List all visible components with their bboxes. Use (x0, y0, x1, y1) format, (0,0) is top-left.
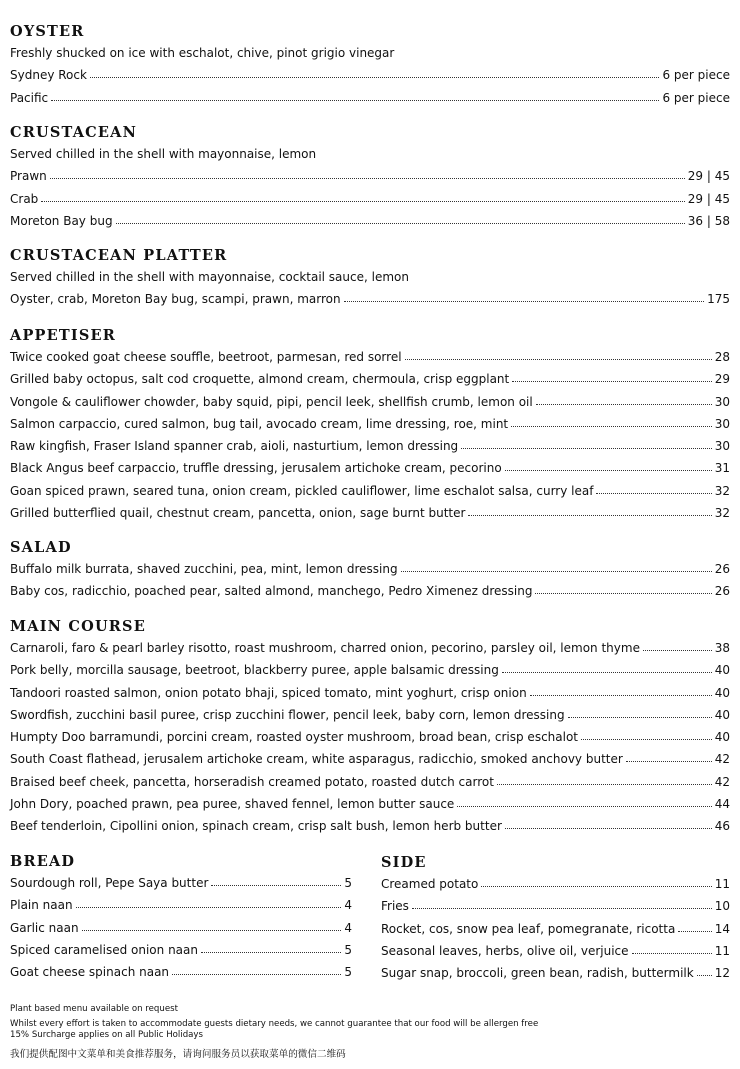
crustacean-platter-section (10, 246, 730, 311)
menu-item-price: 26 (714, 584, 730, 599)
menu-item-price: 12 (714, 966, 730, 981)
menu-item-price: 42 (714, 752, 730, 767)
menu-item-price: 6 per piece (662, 68, 730, 83)
menu-item-row (10, 659, 730, 681)
dotted-leader (511, 426, 712, 427)
menu-item-row (10, 917, 352, 939)
menu-item-name: Pork belly, morcilla sausage, beetroot, blackberry puree, apple balsamic dressing (10, 663, 499, 678)
dotted-leader (50, 178, 685, 179)
menu-item-row (10, 682, 730, 704)
menu-item-name: Grilled butterflied quail, chestnut cream, pancetta, onion, sage burnt butter (10, 506, 466, 521)
surcharge-note: 15% Surcharge applies on all Public Holidays (10, 1030, 203, 1040)
dotted-leader (51, 100, 659, 101)
menu-item-price: 4 (344, 898, 352, 913)
menu-item-name: Vongole & cauliflower chowder, baby squid, pipi, pencil leek, shellfish crumb, lemon oil (10, 394, 533, 409)
dotted-leader (172, 974, 341, 975)
dotted-leader (643, 650, 712, 651)
menu-item-price: 32 (714, 506, 730, 521)
dotted-leader (211, 885, 341, 886)
side-section (381, 853, 730, 984)
main-course-section (10, 617, 730, 838)
menu-item-name: Raw kingfish, Fraser Island spanner crab, aioli, nasturtium, lemon dressing (10, 439, 459, 454)
menu-item-price: 40 (714, 685, 730, 700)
menu-item-row (10, 188, 730, 210)
menu-item-row (10, 346, 730, 368)
section-description: Served chilled in the shell with mayonnaise, lemon (10, 147, 317, 161)
menu-item-price: 14 (714, 921, 730, 936)
dotted-leader (626, 761, 712, 762)
dotted-leader (596, 493, 711, 494)
menu-item-row (10, 704, 730, 726)
chinese-menu-note: 我们提供配图中文菜单和美食推荐服务，请询问服务员以获取菜单的微信二维码 (10, 1048, 346, 1060)
menu-item-price: 38 (714, 641, 730, 655)
menu-item-row (10, 771, 730, 793)
dotted-leader (497, 784, 712, 785)
menu-item-name: John Dory, poached prawn, pea puree, shaved fennel, lemon butter sauce (10, 797, 455, 812)
menu-item-price: 40 (714, 730, 730, 745)
menu-item-row (10, 64, 730, 86)
dotted-leader (344, 301, 705, 302)
menu-item-price: 5 (344, 942, 352, 957)
dotted-leader (116, 223, 685, 224)
menu-item-name: Goat cheese spinach naan (10, 965, 170, 980)
menu-item-name: Oyster, crab, Moreton Bay bug, scampi, prawn, marron (10, 292, 341, 307)
menu-item-row (10, 391, 730, 413)
section-title: OYSTER (10, 23, 85, 40)
menu-item-name: Swordfish, zucchini basil puree, crisp zucchini flower, pencil leek, baby corn, lemon dressing (10, 707, 565, 722)
crustacean-section (10, 123, 730, 232)
menu-item-name: Black Angus beef carpaccio, truffle dressing, jerusalem artichoke cream, pecorino (10, 461, 502, 476)
section-description: Freshly shucked on ice with eschalot, chive, pinot grigio vinegar (10, 46, 395, 60)
menu-item-name: South Coast flathead, jerusalem artichoke cream, white asparagus, radicchio, smoked anchovy butter (10, 752, 623, 767)
menu-item-row (10, 413, 730, 435)
menu-item-price: 5 (344, 965, 352, 980)
menu-item-price: 175 (707, 292, 730, 307)
menu-item-price: 10 (714, 899, 730, 914)
menu-item-price: 30 (714, 439, 730, 454)
dotted-leader (405, 359, 712, 360)
menu-item-name: Baby cos, radicchio, poached pear, salted almond, manchego, Pedro Ximenez dressing (10, 584, 533, 599)
menu-item-row (10, 457, 730, 479)
menu-item-name: Fries (381, 899, 409, 914)
menu-item-name: Buffalo milk burrata, shaved zucchini, pea, mint, lemon dressing (10, 562, 398, 576)
menu-item-name: Carnaroli, faro & pearl barley risotto, roast mushroom, charred onion, pecorino, parsley oil, lemon thyme (10, 641, 640, 655)
menu-item-price: 30 (714, 394, 730, 409)
dotted-leader (632, 953, 712, 954)
menu-item-price: 29 | 45 (687, 191, 730, 206)
dotted-leader (581, 739, 712, 740)
menu-item-name: Braised beef cheek, pancetta, horseradish creamed potato, roasted dutch carrot (10, 774, 494, 789)
dotted-leader (678, 931, 711, 932)
dotted-leader (201, 952, 341, 953)
menu-item-row (10, 288, 730, 310)
menu-item-price: 40 (714, 707, 730, 722)
allergen-note: Whilst every effort is taken to accommodate guests dietary needs, we cannot guarantee that our food will be allergen free (10, 1018, 539, 1029)
menu-item-price: 29 | 45 (687, 169, 730, 184)
menu-item-name: Grilled baby octopus, salt cod croquette, almond cream, chermoula, crisp eggplant (10, 372, 510, 387)
menu-item-name: Spiced caramelised onion naan (10, 942, 198, 957)
menu-item-price: 36 | 58 (687, 213, 730, 228)
dotted-leader (82, 930, 342, 931)
oyster-section (10, 22, 730, 109)
menu-item-name: Goan spiced prawn, seared tuna, onion cream, pickled cauliflower, lime eschalot salsa, curry leaf (10, 483, 594, 498)
dotted-leader (90, 77, 660, 78)
menu-item-row (10, 637, 730, 659)
menu-item-row (10, 894, 352, 916)
menu-item-name: Pacific (10, 90, 49, 105)
menu-item-price: 29 (714, 372, 730, 387)
menu-item-row (10, 793, 730, 815)
menu-item-row (10, 165, 730, 187)
menu-item-row (10, 87, 730, 109)
menu-item-name: Beef tenderloin, Cipollini onion, spinach cream, crisp salt bush, lemon herb butter (10, 819, 502, 834)
menu-item-row (10, 435, 730, 457)
menu-item-name: Sourdough roll, Pepe Saya butter (10, 876, 209, 890)
menu-item-row (10, 748, 730, 770)
menu-item-row (10, 502, 730, 524)
dotted-leader (401, 571, 712, 572)
section-title: SIDE (381, 854, 427, 871)
menu-item-name: Salmon carpaccio, cured salmon, bug tail, avocado cream, lime dressing, roe, mint (10, 416, 509, 431)
menu-item-name: Twice cooked goat cheese souffle, beetroot, parmesan, red sorrel (10, 350, 402, 364)
appetiser-section (10, 326, 730, 524)
menu-item-row (10, 726, 730, 748)
menu-item-price: 6 per piece (662, 90, 730, 105)
dotted-leader (536, 404, 712, 405)
menu-item-row (381, 873, 730, 895)
plant-based-note: Plant based menu available on request (10, 1004, 178, 1014)
dotted-leader (461, 448, 712, 449)
dotted-leader (697, 975, 712, 976)
dotted-leader (505, 828, 712, 829)
dotted-leader (76, 907, 342, 908)
menu-item-price: 28 (714, 350, 730, 364)
menu-item-row (10, 961, 352, 983)
menu-item-price: 11 (714, 943, 730, 958)
menu-item-name: Creamed potato (381, 877, 479, 891)
menu-item-price: 42 (714, 774, 730, 789)
section-title: BREAD (10, 853, 76, 870)
menu-item-name: Rocket, cos, snow pea leaf, pomegranate, ricotta (381, 921, 676, 936)
menu-item-row (10, 480, 730, 502)
section-title: SALAD (10, 539, 72, 556)
menu-item-row (10, 368, 730, 390)
menu-item-price: 4 (344, 920, 352, 935)
menu-item-price: 31 (714, 461, 730, 476)
section-title: APPETISER (10, 327, 117, 344)
menu-item-row (10, 210, 730, 232)
menu-item-name: Sydney Rock (10, 68, 87, 83)
dotted-leader (502, 672, 712, 673)
dotted-leader (530, 695, 712, 696)
salad-section (10, 538, 730, 603)
menu-item-row (381, 962, 730, 984)
section-description: Served chilled in the shell with mayonnaise, cocktail sauce, lemon (10, 270, 409, 284)
menu-item-name: Moreton Bay bug (10, 213, 113, 228)
menu-item-price: 5 (344, 876, 352, 890)
menu-item-name: Prawn (10, 169, 47, 184)
dotted-leader (468, 515, 711, 516)
menu-item-name: Plain naan (10, 898, 73, 913)
menu-item-row (381, 895, 730, 917)
dotted-leader (41, 201, 684, 202)
menu-item-row (10, 580, 730, 602)
footer-notes (10, 1004, 730, 1062)
menu-item-name: Tandoori roasted salmon, onion potato bhaji, spiced tomato, mint yoghurt, crisp onion (10, 685, 527, 700)
menu-item-price: 32 (714, 483, 730, 498)
menu-item-price: 44 (714, 797, 730, 812)
menu-item-name: Sugar snap, broccoli, green bean, radish, buttermilk (381, 966, 694, 981)
dotted-leader (505, 470, 712, 471)
menu-item-row (10, 558, 730, 580)
dotted-leader (512, 381, 711, 382)
menu-item-name: Crab (10, 191, 39, 206)
section-title: CRUSTACEAN PLATTER (10, 247, 228, 264)
menu-item-row (10, 872, 352, 894)
dotted-leader (535, 593, 711, 594)
menu-item-row (10, 815, 730, 837)
menu-item-name: Garlic naan (10, 920, 79, 935)
menu-item-price: 30 (714, 416, 730, 431)
bread-section (10, 852, 352, 983)
menu-item-price: 26 (714, 562, 730, 576)
dotted-leader (412, 908, 712, 909)
menu-item-row (381, 940, 730, 962)
menu-item-price: 46 (714, 819, 730, 834)
section-title: MAIN COURSE (10, 618, 146, 635)
dotted-leader (568, 717, 712, 718)
menu-item-name: Seasonal leaves, herbs, olive oil, verjuice (381, 943, 629, 958)
menu-item-price: 11 (714, 877, 730, 891)
menu-item-row (10, 939, 352, 961)
section-title: CRUSTACEAN (10, 124, 138, 141)
menu-item-name: Humpty Doo barramundi, porcini cream, roasted oyster mushroom, broad bean, crisp eschalot (10, 730, 579, 745)
dotted-leader (457, 806, 711, 807)
dotted-leader (481, 886, 711, 887)
menu-item-price: 40 (714, 663, 730, 678)
menu-item-row (381, 918, 730, 940)
